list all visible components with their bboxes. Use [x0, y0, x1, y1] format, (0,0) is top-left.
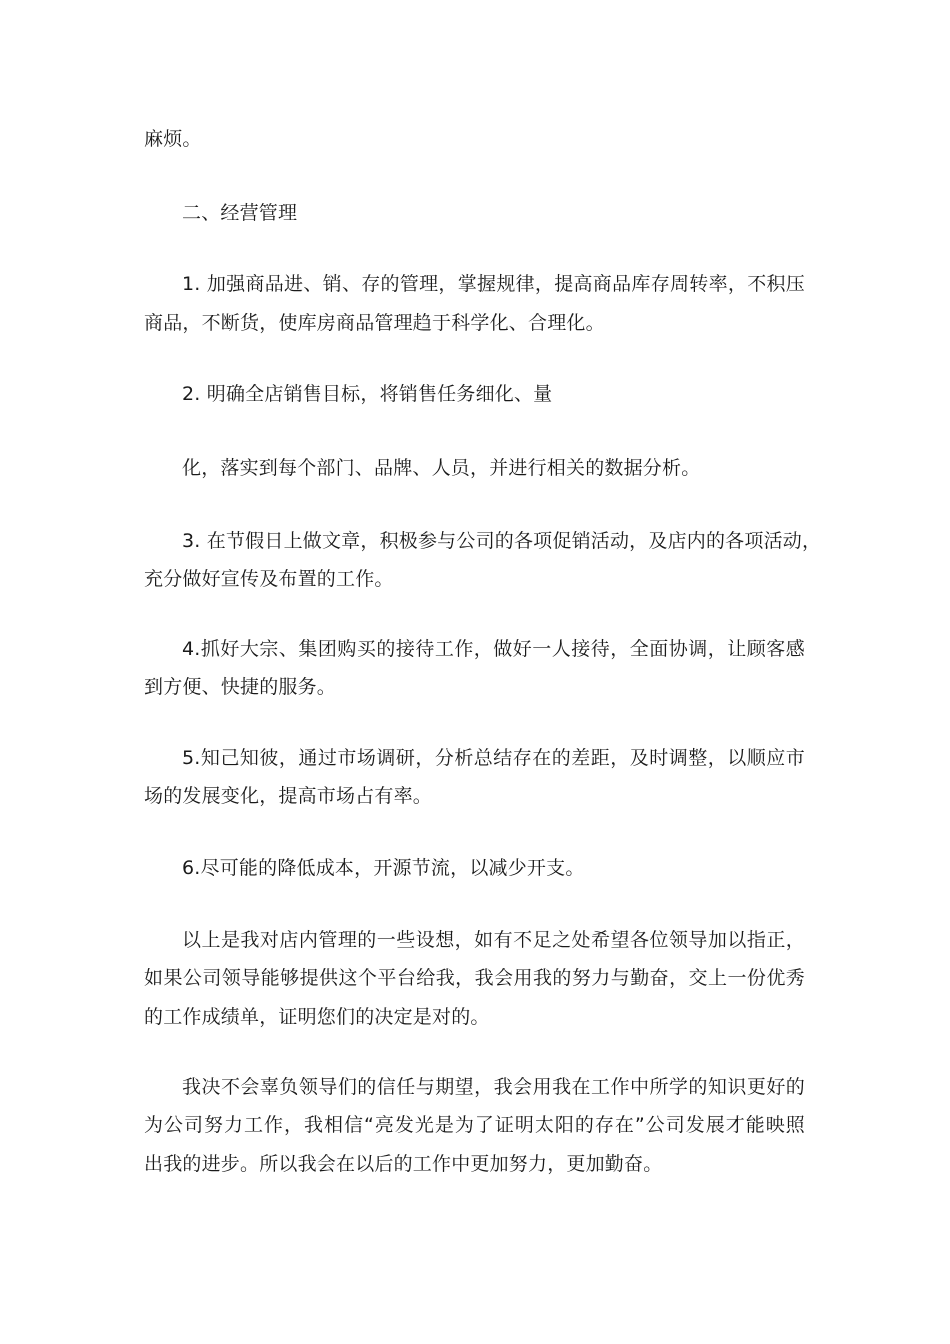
text-line: 5.知己知彼，通过市场调研，分析总结存在的差距，及时调整，以顺应市: [182, 747, 805, 769]
text-line: 出我的进步。所以我会在以后的工作中更加努力，更加勤奋。: [144, 1153, 663, 1175]
text-line: 4.抓好大宗、集团购买的接待工作，做好一人接待，全面协调，让顾客感: [182, 638, 805, 660]
text-line: 如果公司领导能够提供这个平台给我，我会用我的努力与勤奋，交上一份优秀: [144, 967, 805, 989]
text-line: 为公司努力工作，我相信“亮发光是为了证明太阳的存在”公司发展才能映照: [144, 1114, 805, 1136]
section-heading: 二、经营管理: [182, 202, 298, 224]
text-line: 化，落实到每个部门、品牌、人员，并进行相关的数据分析。: [182, 457, 701, 479]
text-line: 商品，不断货，使库房商品管理趋于科学化、合理化。: [144, 312, 605, 334]
text-line: 以上是我对店内管理的一些设想，如有不足之处希望各位领导加以指正，: [182, 929, 805, 951]
text-line: 麻烦。: [144, 128, 202, 150]
text-line: 充分做好宣传及布置的工作。: [144, 568, 394, 590]
text-line: 3. 在节假日上做文章，积极参与公司的各项促销活动，及店内的各项活动，: [182, 530, 822, 552]
text-line: 的工作成绩单，证明您们的决定是对的。: [144, 1006, 490, 1028]
text-line: 场的发展变化，提高市场占有率。: [144, 785, 433, 807]
text-line: 6.尽可能的降低成本，开源节流，以减少开支。: [182, 857, 585, 879]
text-line: 到方便、快捷的服务。: [144, 676, 337, 698]
text-line: 2. 明确全店销售目标，将销售任务细化、量: [182, 383, 553, 405]
text-line: 1. 加强商品进、销、存的管理，掌握规律，提高商品库存周转率，不积压: [182, 273, 805, 295]
text-line: 我决不会辜负领导们的信任与期望，我会用我在工作中所学的知识更好的: [182, 1076, 805, 1098]
